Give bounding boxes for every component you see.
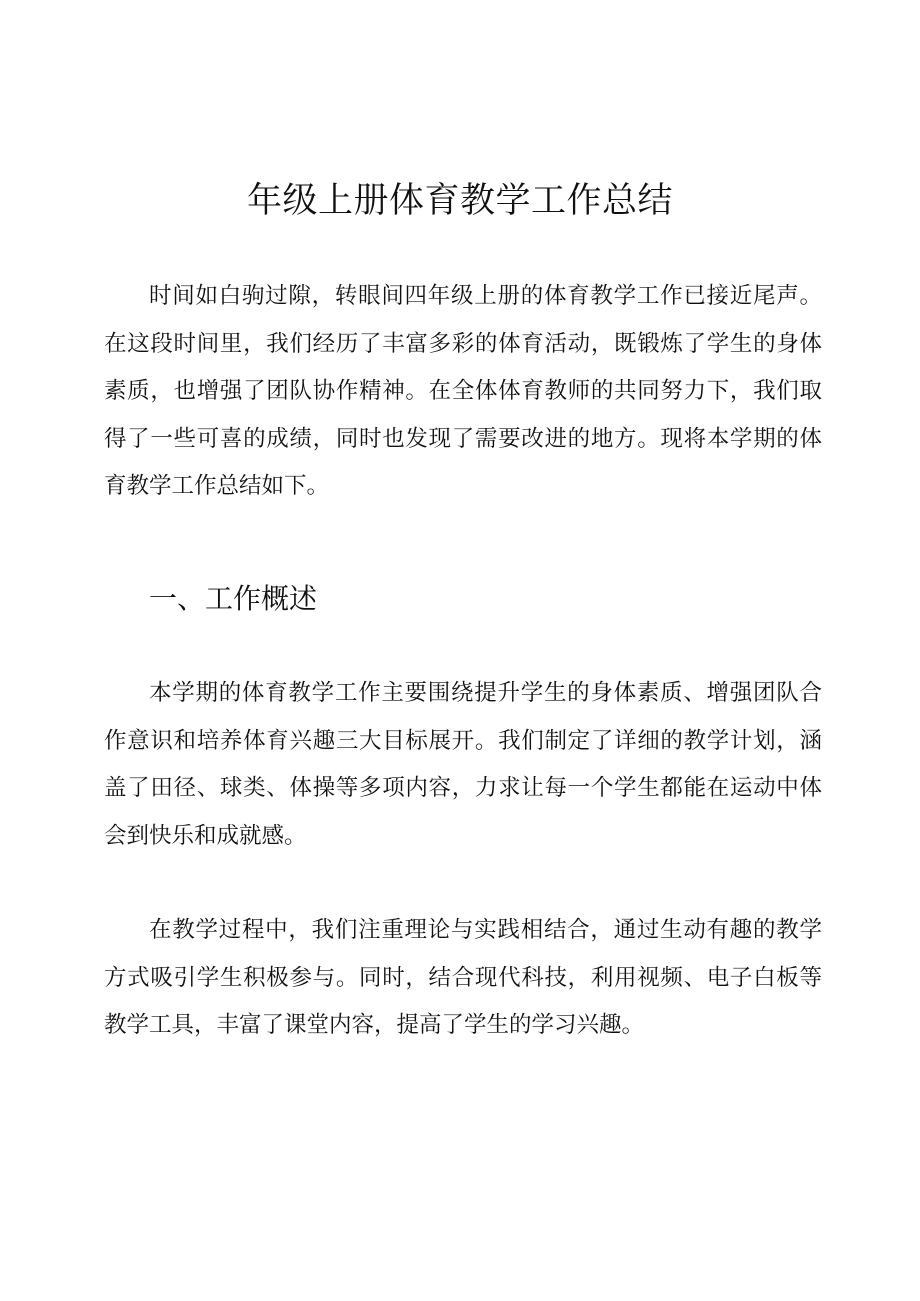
document-title: 年级上册体育教学工作总结 xyxy=(246,181,673,221)
section-heading-overview: 一、工作概述 xyxy=(149,582,318,615)
teaching-process-paragraph: 在教学过程中，我们注重理论与实践相结合，通过生动有趣的教学方式吸引学生积极参与。同时，结合现代科技，利用视频、电子白板等教学工具，丰富了课堂内容，提高了学生的学习兴趣。 xyxy=(104,917,822,1038)
overview-paragraph: 本学期的体育教学工作主要围绕提升学生的身体素质、增强团队合作意识和培养体育兴趣三大目标展开。我们制定了详细的教学计划，涵盖了田径、球类、体操等多项内容，力求让每一个学生都能在运动中体会到快乐和成就感。 xyxy=(104,680,822,849)
intro-paragraph: 时间如白驹过隙，转眼间四年级上册的体育教学工作已接近尾声。在这段时间里，我们经历了丰富多彩的体育活动，既锻炼了学生的身体素质，也增强了团队协作精神。在全体体育教师的共同努力下，我们取得了一些可喜的成绩，同时也发现了需要改进的地方。现将本学期的体育教学工作总结如下。 xyxy=(104,283,822,499)
